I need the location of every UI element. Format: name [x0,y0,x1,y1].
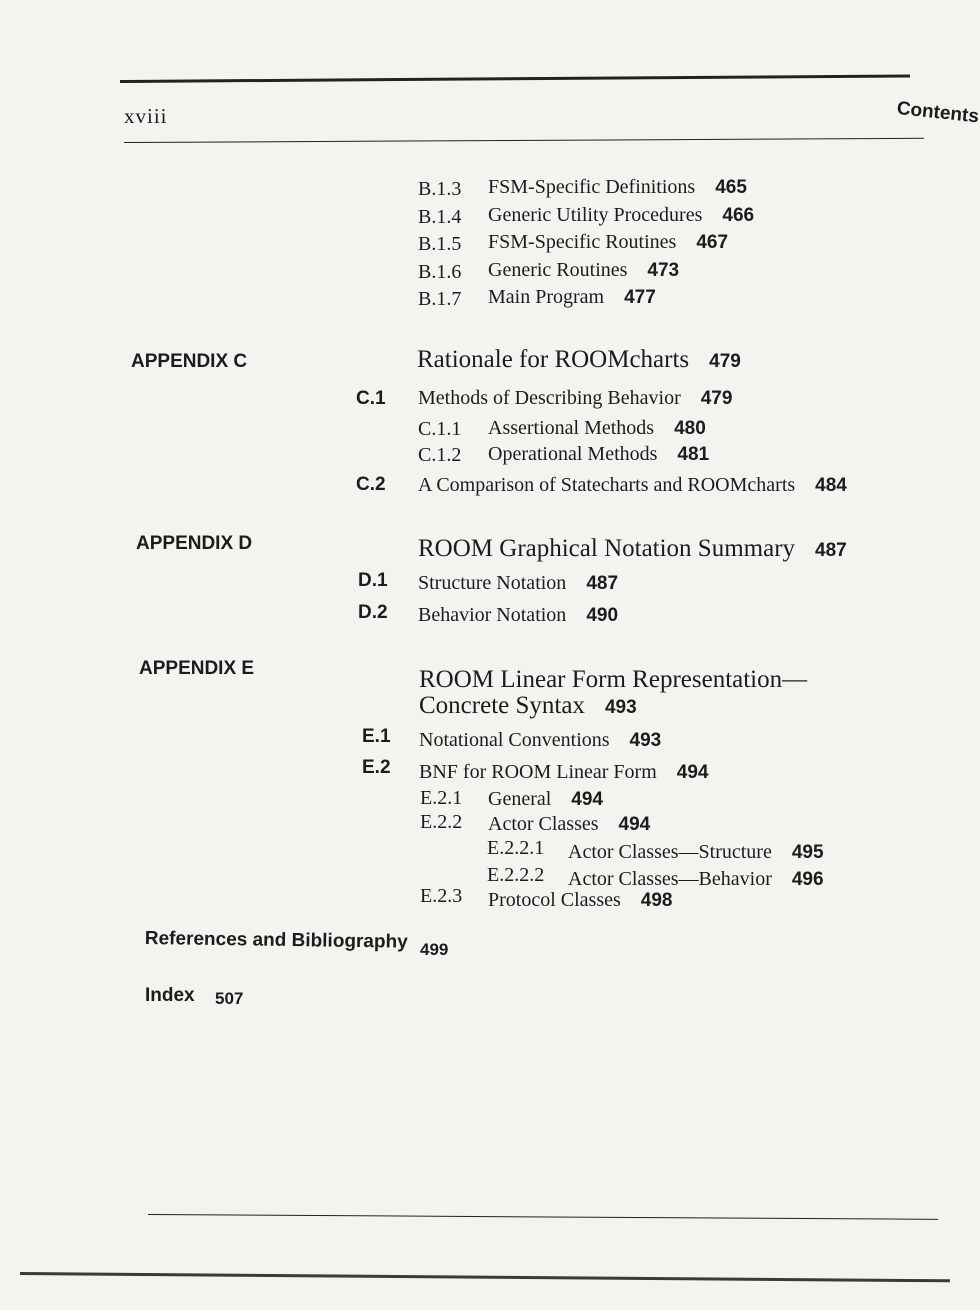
chapter-title: Rationale for ROOMcharts [417,346,690,373]
entry-row [568,841,824,864]
entry-num: B.1.4 [418,206,462,228]
entry-row [418,387,732,410]
entry-row [488,204,754,227]
appendix-label: APPENDIX C [131,351,248,372]
entry-title: Notational Conventions [419,729,610,751]
entry-row [488,443,709,466]
entry-row [488,259,679,282]
entry-title: Protocol Classes [488,889,621,911]
entry-num: B.1.5 [418,233,462,255]
entry-page: 479 [709,351,741,372]
entry-num: E.2.1 [420,787,463,809]
entry-row [418,474,847,497]
entry-page: 466 [722,205,755,226]
references-title: References and Bibliography [144,928,408,953]
entry-page: 479 [700,388,733,409]
entry-title: Generic Utility Procedures [488,204,703,226]
entry-page: 465 [715,177,747,198]
section-num: D.1 [358,570,388,591]
entry-title: FSM-Specific Definitions [488,176,696,198]
page-number: xviii [124,104,168,128]
chapter-title-line2: Concrete Syntax [419,692,585,719]
entry-title: Operational Methods [488,443,658,465]
entry-title: Actor Classes—Behavior [568,868,772,890]
appendix-label: APPENDIX D [136,533,253,554]
entry-title: Generic Routines [488,259,628,281]
entry-row [568,868,824,891]
entry-title: Actor Classes—Structure [568,841,772,863]
entry-row [488,417,706,440]
entry-page: 493 [604,697,637,718]
entry-num: B.1.7 [418,288,462,310]
entry-title: Main Program [488,286,605,308]
entry-page: 473 [647,260,680,281]
section-num: E.2 [362,757,391,778]
running-title: Contents [895,98,980,128]
header-top-rule [120,74,910,83]
entry-num: B.1.3 [418,178,462,200]
entry-page: 494 [676,762,709,783]
entry-title: FSM-Specific Routines [488,231,677,253]
entry-num: C.1.2 [418,444,462,466]
entry-title: Structure Notation [418,572,567,594]
header-bottom-rule [124,138,924,143]
section-num: D.2 [358,602,388,623]
entry-row [419,692,637,720]
entry-num: E.2.3 [420,885,463,907]
entry-title: General [488,788,552,810]
entry-title: Assertional Methods [488,417,655,439]
references-page: 499 [420,940,449,959]
entry-num: B.1.6 [418,261,462,283]
entry-title: Actor Classes [488,813,599,835]
entry-page: 490 [586,605,619,626]
entry-row [488,788,603,811]
entry-num: E.2.2.2 [487,864,545,886]
entry-page: 487 [815,540,847,561]
entry-page: 477 [624,287,656,308]
chapter-title: ROOM Linear Form Representation— [419,666,808,693]
section-num: E.1 [362,726,391,747]
entry-page: 467 [696,232,729,253]
entry-num: E.2.2 [420,811,463,833]
entry-page: 495 [791,842,824,863]
entry-row [488,286,656,309]
footer-rule [148,1214,938,1220]
entry-row [419,761,708,784]
entry-num: E.2.2.1 [487,837,545,859]
index-page: 507 [215,989,244,1008]
entry-page: 494 [618,814,651,835]
entry-page: 493 [629,730,662,751]
entry-row [419,729,661,752]
entry-row [488,889,672,912]
index-title: Index [145,985,195,1006]
entry-row [418,572,618,595]
entry-title: Behavior Notation [418,604,567,626]
entry-row [418,535,847,563]
entry-title: Methods of Describing Behavior [418,387,681,409]
entry-row [418,604,618,627]
entry-row [488,231,728,254]
entry-row [417,346,741,374]
entry-page: 494 [571,789,603,810]
entry-page: 480 [674,418,706,439]
entry-row [488,176,747,199]
section-num: C.2 [356,474,386,495]
entry-page: 484 [815,475,847,496]
page-edge-shadow [20,1272,950,1282]
entry-title: A Comparison of Statecharts and ROOMcharts [418,474,796,496]
entry-title: BNF for ROOM Linear Form [419,761,657,783]
entry-page: 481 [677,444,710,465]
appendix-label: APPENDIX E [139,658,255,679]
entry-page: 487 [586,573,619,594]
section-num: C.1 [356,388,386,409]
entry-page: 496 [791,869,824,890]
chapter-title: ROOM Graphical Notation Summary [418,535,796,562]
entry-num: C.1.1 [418,418,462,440]
entry-row [488,813,650,836]
entry-page: 498 [640,890,673,911]
